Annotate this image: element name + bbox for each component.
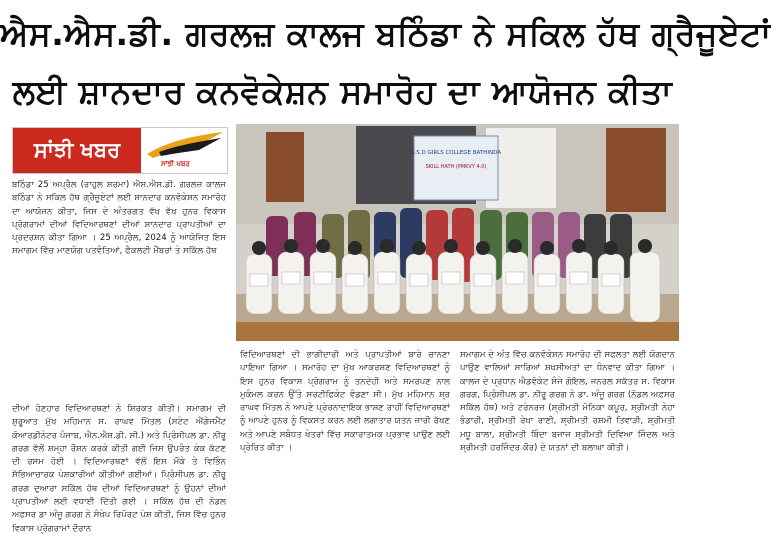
logo-sub: ਸਾਂਝੀ ਖਬਰ bbox=[161, 160, 190, 168]
newspaper-logo bbox=[12, 127, 228, 174]
article-column-2: ਵਿਦਿਆਰਥਣਾਂ ਦੀ ਭਾਗੀਦਾਰੀ ਅਤੇ ਪ੍ਰਾਪਤੀਆਂ ਬਾਰੇ ਚਾਨਣਾ ਪਾਇਆ ਗਿਆ । ਸਮਾਰੋਹ ਦਾ ਮੁੱਖ ਆਕਰਸ਼ਣ ਵਿਦਿਆਰਥਣਾਂ ਨੂੰ ਇਸ ਹੁਨਰ ਵਿਕਾਸ ਪ੍ਰੋਗਰਾਮ ਨੂੰ ਤਨਦੇਹੀ ਅਤੇ ਸਮਰਪਣ ਨਾਲ ਮੁਕੰਮਲ ਕਰਨ ਉੱਤੇ ਸਰਟੀਫਿਕੇਟ ਵੰਡਣਾ ਸੀ। ਮੁੱਖ ਮਹਿਮਾਨ ਸ਼੍ਰ ਰਾਘਵ ਮਿੱਤਲ ਨੇ ਆਪਣੇ ਪ੍ਰੇਰਨਾਦਾਇਕ ਭਾਸ਼ਣ ਰਾਹੀਂ ਵਿਦਿਆਰਥਣਾਂ ਨੂੰ ਆਪਣੇ ਹੁਨਰ ਨੂੰ ਵਿਕਸਤ ਕਰਨ ਲਈ ਲਗਾਤਾਰ ਯਤਨ ਜਾਰੀ ਰੱਖਣ ਅਤੇ ਆਪਣੇ ਸਬੰਧਤ ਖੇਤਰਾਂ ਵਿੱਚ ਸਕਾਰਾਤਮਕ ਪ੍ਰਭਾਵ ਪਾਉਣ ਲਈ ਪ੍ਰੇਰਿਤ ਕੀਤਾ । bbox=[240, 350, 450, 454]
convocation-photo-drawing bbox=[236, 124, 679, 341]
article-column-3: ਸਮਾਗਮ ਦੇ ਅੰਤ ਵਿੱਚ ਕਨਵੋਕੇਸ਼ਨ ਸਮਾਰੋਹ ਦੀ ਸਫਲਤਾ ਲਈ ਯੋਗਦਾਨ ਪਾਉਣ ਵਾਲਿਆਂ ਸਾਰਿਆਂ ਸ਼ਖਸੀਅਤਾਂ ਦਾ ਧੰਨਵਾਦ ਕੀਤਾ ਗਿਆ । ਕਾਲਜ ਦੇ ਪ੍ਰਧਾਨ ਐਡਵੋਕੇਟ ਸੰਜੇ ਗੋਇਲ, ਜਨਰਲ ਸਕੱਤਰ ਸ. ਵਿਕਾਸ ਗਰਗ, ਪ੍ਰਿੰਸੀਪਲ ਡਾ. ਨੀਰੂ ਗਰਗ ਨੇ ਡਾ. ਅੰਜੂ ਗਰਗ (ਨੋਡਲ ਅਫ਼ਸਰ ਸਕਿੱਲ ਹੱਥ) ਅਤੇ ਟਰੇਨਰਜ਼ (ਸ਼੍ਰੀਮਤੀ ਮੋਨਿਕਾ ਕਪੂਰ, ਸ਼੍ਰੀਮਤੀ ਨੇਹਾ ਭੰਡਾਰੀ, ਸ਼੍ਰੀਮਤੀ ਰੇਖਾ ਰਾਣੀ, ਸ਼੍ਰੀਮਤੀ ਰਸ਼ਮੀ ਤਿਵਾੜੀ, ਸ਼੍ਰੀਮਤੀ ਮਧੂ ਬਾਲਾ, ਸ਼੍ਰੀਮਤੀ ਬਿੰਦਾ ਬਜਾਜ ਸ਼੍ਰੀਮਤੀ ਦਿਵਿਆ ਜਿੰਦਲ ਅਤੇ ਸ਼੍ਰੀਮਤੀ ਹਰਜਿੰਦਰ ਕੌਰ) ਦੇ ਯਤਨਾਂ ਦੀ ਬਲਾਘਾ ਕੀਤੀ। bbox=[460, 350, 675, 454]
banner-title: S.S.D GIRLS COLLEGE BATHINDA bbox=[411, 150, 501, 156]
article-column-1-top: ਬਠਿੰਡਾ 25 ਅਪ੍ਰੈਲ (ਰਾਹੁਲ ਸ਼ਰਮਾ) ਐਸ.ਐਸ.ਡੀ. ਗਰਲਜ਼ ਕਾਲਜ ਬਠਿੰਡਾ ਨੇ ਸਕਿਲ ਹੱਥ ਗ੍ਰੈਜੂਏਟਾਂ ਲਈ ਸ਼ਾਨਦਾਰ ਕਨਵੋਕੇਸ਼ਨ ਸਮਾਰੋਹ ਦਾ ਆਯੋਜਨ ਕੀਤਾ, ਜਿਸ ਦੇ ਅੰਤਰਗਤ ਵੱਖ ਵੱਖ ਹੁਨਰ ਵਿਕਾਸ ਪ੍ਰੋਗਰਾਮਾਂ ਦੀਆਂ ਵਿਦਿਆਰਥਣਾਂ ਦੀਆਂ ਸ਼ਾਨਦਾਰ ਪ੍ਰਾਪਤੀਆਂ ਦਾ ਪ੍ਰਦਰਸ਼ਨ ਕੀਤਾ ਗਿਆ । 25 ਅਪ੍ਰੈਲ, 2024 ਨੂੰ ਆਯੋਜਿਤ ਇਸ ਸਮਾਗਮ ਵਿੱਚ ਮਾਣਯੋਗ ਪਤਵੰਤਿਆਂ, ਫੈਕਲਟੀ ਮੈਂਬਰਾਂ ਤੇ ਸਕਿੱਲ ਹੱਥ bbox=[12, 180, 226, 257]
logo-name: ਸਾਂਝੀ ਖਬਰ bbox=[13, 128, 141, 173]
banner-subtitle: SKILL HATH (PMKVY 4.0) bbox=[425, 164, 487, 170]
article-column-1-bottom: ਦੀਆਂ ਹੋਣਹਾਰ ਵਿਦਿਆਰਥਣਾਂ ਨੇ ਸ਼ਿਰਕਤ ਕੀਤੀ। ਸਮਾਗਮ ਦੀ ਸ਼ੁਰੂਆਤ ਮੁੱਖ ਮਹਿਮਾਨ ਸ. ਰਾਘਵ ਮਿੱਤਲ (ਸਟੇਟ ਐਂਗੇਜਮੈਂਟ ਕੋਆਰਡੀਨੇਟਰ ਪੰਜਾਬ, ਐਨ.ਐਸ.ਡੀ. ਸੀ.) ਅਤੇ ਪ੍ਰਿੰਸੀਪਲ ਡਾ. ਨੀਰੂ ਗਰਗ ਵੱਲੋਂ ਸ਼ਮ੍ਹਾ ਰੌਸ਼ਨ ਕਰਕੇ ਕੀਤੀ ਗਈ ਜਿਸ ਉਪਰੰਤ ਕੇਕ ਕੱਟਣ ਦੀ ਰਸਮ ਹੋਈ । ਵਿਦਿਆਰਥਣਾਂ ਵੱਲੋਂ ਇਸ ਮੌਕੇ ਤੇ ਵਿਭਿੰਨ ਸੱਭਿਆਚਾਰਕ ਪੇਸ਼ਕਾਰੀਆਂ ਕੀਤੀਆਂ ਗਈਆਂ। ਪ੍ਰਿੰਸੀਪਲ ਡਾ. ਨੀਰੂ ਗਰਗ ਦੁਆਰਾ ਸਕਿੱਲ ਹੱਥ ਦੀਆਂ ਵਿਦਿਆਰਥਣਾਂ ਨੂੰ ਉਹਨਾਂ ਦੀਆਂ ਪ੍ਰਾਪਤੀਆਂ ਲਈ ਵਧਾਈ ਦਿੱਤੀ ਗਈ । ਸਕਿੱਲ ਹੱਥ ਦੀ ਨੋਡਲ ਅਫ਼ਸਰ ਡਾ ਅੰਜੂ ਗਰਗ ਨੇ ਸੰਖੇਪ ਰਿਪੋਰਟ ਪੇਸ਼ ਕੀਤੀ, ਜਿਸ ਵਿੱਚ ਹੁਨਰ ਵਿਕਾਸ ਪ੍ਰੋਗਰਾਮਾਂ ਦੌਰਾਨ bbox=[12, 404, 226, 534]
convocation-photo bbox=[236, 124, 679, 341]
headline-line-2: ਲਈ ਸ਼ਾਨਦਾਰ ਕਨਵੋਕੇਸ਼ਨ ਸਮਾਰੋਹ ਦਾ ਆਯੋਜਨ ਕੀਤਾ bbox=[12, 72, 673, 111]
headline-line-1: ਐਸ.ਐਸ.ਡੀ. ਗਰਲਜ਼ ਕਾਲਜ ਬਠਿੰਡਾ ਨੇ ਸਕਿਲ ਹੱਥ ਗ੍ਰੈਜੂਏਟਾਂ bbox=[0, 14, 771, 53]
